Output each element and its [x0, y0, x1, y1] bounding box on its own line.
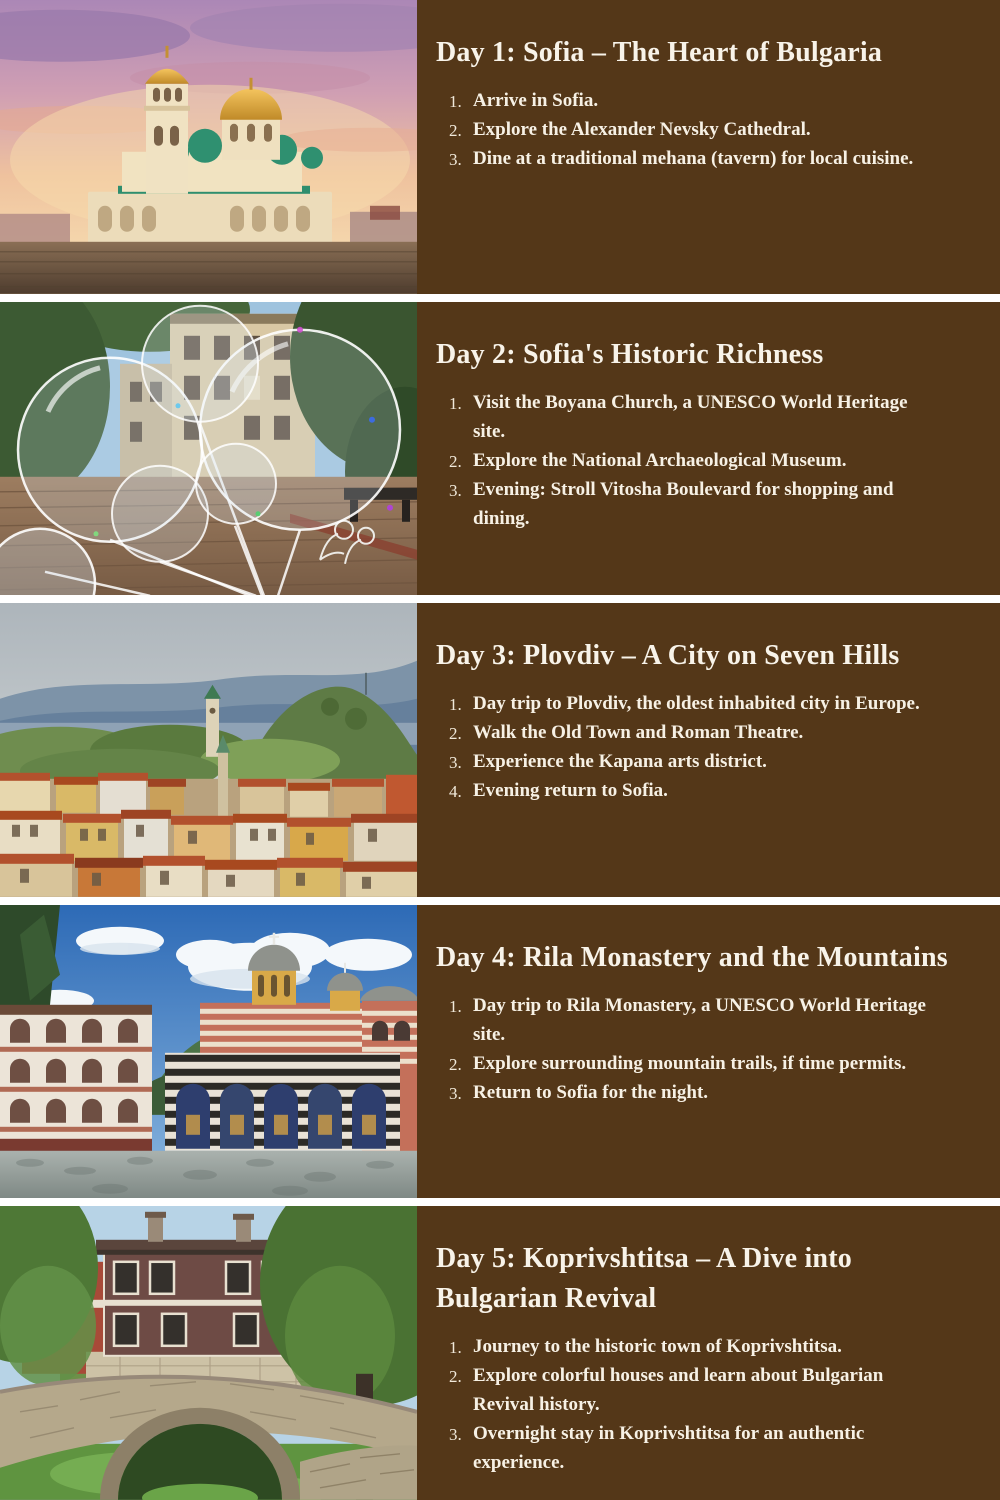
day-1-section	[0, 0, 1000, 294]
vitosha-boulevard-bubble-balloons-photo	[0, 302, 417, 596]
activity-item: Walk the Old Town and Roman Theatre.	[473, 722, 804, 744]
day-4-title: Day 4: Rila Monastery and the Mountains	[436, 941, 948, 973]
day-2-activities-list	[436, 388, 943, 533]
day-5-photo	[0, 1206, 417, 1500]
day-4-photo	[0, 905, 417, 1199]
day-5-section	[0, 1206, 1000, 1500]
activity-item: Day trip to Rila Monastery, a UNESCO World Heritage site.	[473, 994, 926, 1045]
activity-item: Explore surrounding mountain trails, if time permits.	[473, 1052, 907, 1074]
day-3-section	[0, 603, 1000, 897]
day-1-title: Day 1: Sofia – The Heart of Bulgaria	[436, 37, 883, 68]
day-1-panel	[417, 0, 1000, 294]
day-4-activities-list	[436, 991, 943, 1107]
day-4-section	[0, 905, 1000, 1199]
day-2-section	[0, 302, 1000, 596]
activity-item: Explore the National Archaeological Museum.	[473, 449, 847, 471]
day-5-activities-list	[436, 1332, 943, 1477]
day-1-activities-list	[436, 86, 943, 173]
activity-item: Evening: Stroll Vitosha Boulevard for shopping and dining.	[473, 478, 894, 529]
activity-item: Evening return to Sofia.	[473, 780, 668, 802]
day-2-title: Day 2: Sofia's Historic Richness	[436, 338, 824, 370]
day-3-title: Day 3: Plovdiv – A City on Seven Hills	[436, 640, 900, 672]
activity-item: Dine at a traditional mehana (tavern) for local cuisine.	[473, 148, 914, 169]
day-1-photo	[0, 0, 417, 294]
activity-item: Experience the Kapana arts district.	[473, 751, 767, 773]
activity-item: Journey to the historic town of Koprivshtitsa.	[473, 1336, 842, 1358]
day-2-photo	[0, 302, 417, 596]
rila-monastery-courtyard-photo	[0, 905, 417, 1199]
day-5-panel	[417, 1206, 1000, 1500]
activity-item: Explore the Alexander Nevsky Cathedral.	[473, 119, 811, 140]
activity-item: Day trip to Plovdiv, the oldest inhabited city in Europe.	[473, 693, 920, 715]
activity-item: Explore colorful houses and learn about Bulgarian Revival history.	[473, 1365, 884, 1416]
day-3-panel	[417, 603, 1000, 897]
activity-item: Arrive in Sofia.	[473, 90, 599, 111]
activity-item: Return to Sofia for the night.	[473, 1081, 709, 1103]
koprivshtitsa-stone-bridge-photo	[0, 1206, 417, 1500]
activity-item: Visit the Boyana Church, a UNESCO World Heritage site.	[473, 391, 908, 442]
alexander-nevsky-cathedral-sunset-photo	[0, 0, 417, 294]
day-2-panel	[417, 302, 1000, 596]
activity-item: Overnight stay in Koprivshtitsa for an authentic experience.	[473, 1423, 865, 1474]
day-4-panel	[417, 905, 1000, 1199]
day-5-title: Day 5: Koprivshtitsa – A Dive into Bulgarian Revival	[436, 1243, 852, 1315]
plovdiv-old-town-seven-hills-photo	[0, 603, 417, 897]
day-3-activities-list	[436, 689, 943, 805]
day-3-photo	[0, 603, 417, 897]
